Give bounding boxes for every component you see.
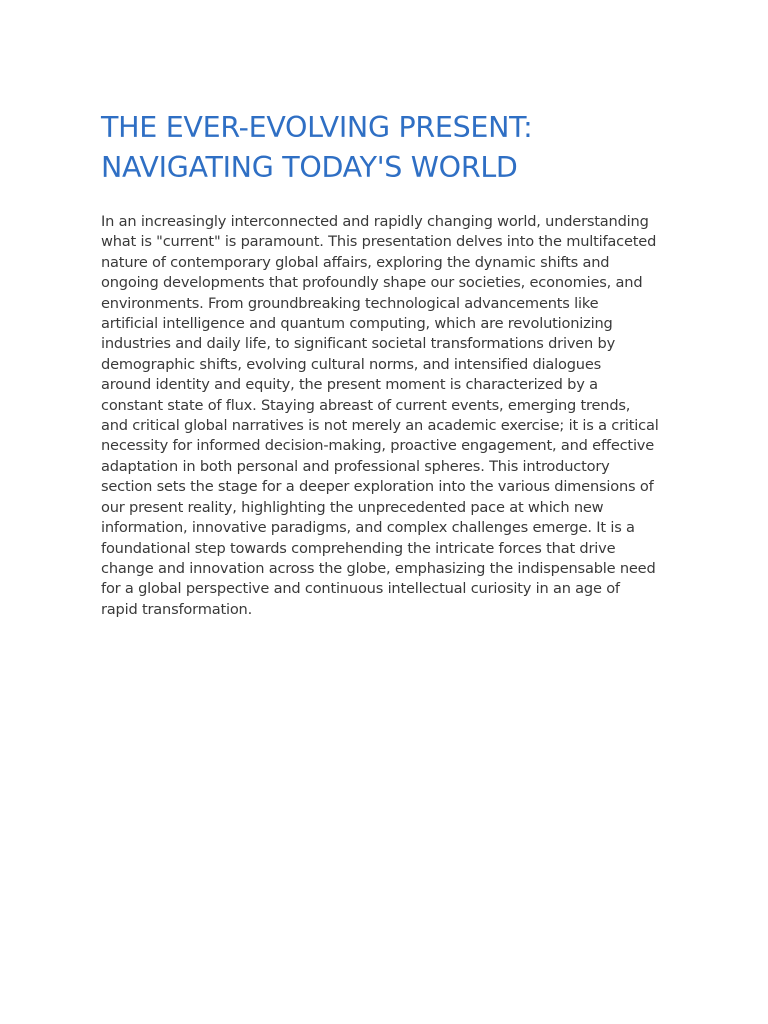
body-line: environments. From groundbreaking technological advancements like [101,294,599,312]
body-line: industries and daily life, to significant societal transformations driven by [101,335,616,353]
body-line: our present reality, highlighting the unprecedented pace at which new [101,498,604,516]
body-line: change and innovation across the globe, emphasizing the indispensable need [101,559,656,577]
body-line: around identity and equity, the present moment is characterized by a [101,376,598,394]
body-line: section sets the stage for a deeper exploration into the various dimensions of [101,478,654,496]
body-line: information, innovative paradigms, and complex challenges emerge. It is a [101,519,635,537]
body-paragraph [101,212,671,620]
body-line: for a global perspective and continuous intellectual curiosity in an age of [101,580,620,598]
body-line: ongoing developments that profoundly shape our societies, economies, and [101,274,643,292]
body-line: demographic shifts, evolving cultural norms, and intensified dialogues [101,355,602,373]
body-line: In an increasingly interconnected and rapidly changing world, understanding [101,213,649,230]
title-line: THE EVER-EVOLVING PRESENT: [101,111,533,144]
body-line: nature of contemporary global affairs, exploring the dynamic shifts and [101,253,610,271]
body-line: what is "current" is paramount. This presentation delves into the multifaceted [101,233,657,251]
document-title [101,108,671,188]
body-line: adaptation in both personal and professional spheres. This introductory [101,457,610,475]
body-line: rapid transformation. [101,600,253,618]
body-line: constant state of flux. Staying abreast of current events, emerging trends, [101,396,631,414]
body-line: artificial intelligence and quantum computing, which are revolutionizing [101,315,613,333]
body-line: and critical global narratives is not merely an academic exercise; it is a critical [101,417,659,435]
title-line: NAVIGATING TODAY'S WORLD [101,151,518,184]
document-content [101,108,671,620]
body-line: necessity for informed decision-making, proactive engagement, and effective [101,437,655,455]
body-line: foundational step towards comprehending the intricate forces that drive [101,539,616,557]
